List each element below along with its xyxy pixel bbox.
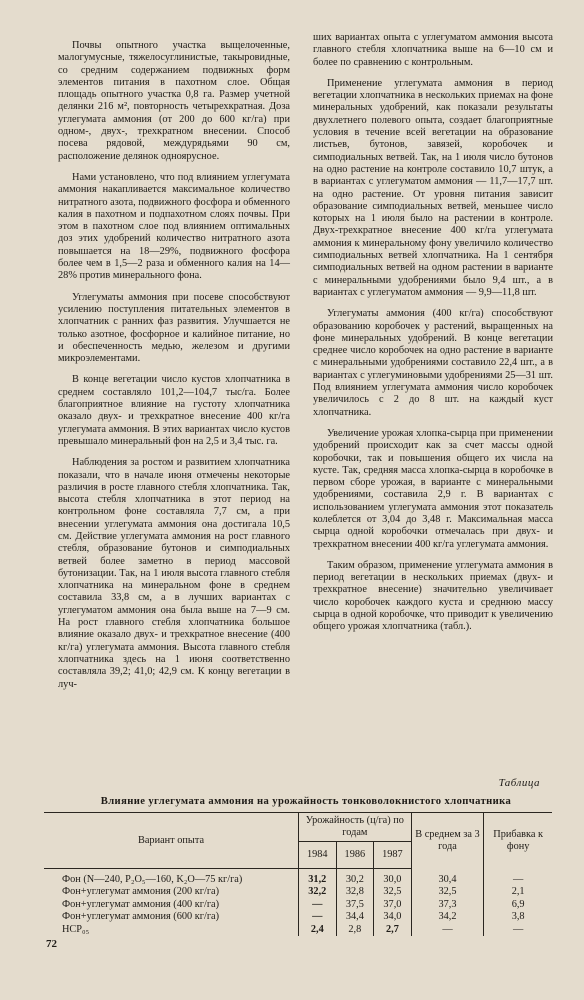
paragraph-soil: Почвы опытного участка выщелоченные, малогумусные, тяжелосуглинистые, такыровидные, со средним содержанием подвижных форм элементов питания в пахотном слое. Общая площадь опытного участка 0,8 га. Размер учетной делянки 216 м², повторность четырехкратная. Доза углегумата аммония (от 200 до 600 кг/га) при одном-, двух-, трехкратном внесении. Способ посева рядовой, междурядьями 90 см, расположение делянок одноярусное. bbox=[58, 40, 290, 162]
row-variant: НСР₀₅ bbox=[62, 923, 90, 935]
paragraph-growth: Наблюдения за ростом и развитием хлопчатника показали, что в начале июня отмечены некоторые различия в росте главного стебля хлопчатника. Так, высота стебля хлопчатника в этот период на контрольном фоне составляла 7,7 см, а при внесении углегумата аммония она достигала 10,5 см. Действие углегумата аммония на рост главного стебля, образование бутонов и симподиальных ветвей более заметно в период массовой бутонизации. Так, на 1 июля высота главного стебля хлопчатника на минеральном фоне в среднем составила 33,8 см, а в лучших вариантах с углегуматом аммония она была выше на 7—9 см. На рост главного стебля хлопчатника большое влияние оказало двух- и трехкратное внесение (400 кг/га) углегумата аммония. Высота главного стебля хлопчатника здесь на 1 июня соответственно составляла 39,2; 41,0; 42,9 см. К концу вегетации в луч- bbox=[58, 457, 290, 690]
left-text-column bbox=[58, 40, 290, 700]
cell-1986: 37,5 bbox=[336, 899, 374, 911]
cell-average: 37,3 bbox=[411, 899, 484, 911]
cell-increase: 6,9 bbox=[484, 899, 552, 911]
cell-average: 34,2 bbox=[411, 911, 484, 923]
row-variant: Фон+углегумат аммония (400 кг/га) bbox=[62, 898, 220, 910]
cell-increase: 2,1 bbox=[484, 886, 552, 898]
cell-1984: — bbox=[299, 911, 337, 923]
cell-increase: — bbox=[484, 924, 552, 936]
cell-1987: 30,0 bbox=[374, 869, 412, 887]
header-variant: Вариант опыта bbox=[44, 813, 299, 869]
cell-1984: 2,4 bbox=[299, 924, 337, 936]
header-increase: Прибавка к фону bbox=[484, 813, 552, 869]
cell-increase: 3,8 bbox=[484, 911, 552, 923]
cell-1987: 2,7 bbox=[374, 924, 412, 936]
paragraph-growth-continued: ших вариантах опыта с углегуматом аммония высота главного стебля хлопчатника выше на 6—10 см и более по сравнению с контрольным. bbox=[313, 32, 553, 68]
page-number: 72 bbox=[46, 938, 57, 950]
cell-1987: 34,0 bbox=[374, 911, 412, 923]
header-year-1987: 1987 bbox=[374, 842, 412, 869]
paragraph-bolls: Углегуматы аммония (400 кг/га) способствуют образованию коробочек у растений, выращенных на фоне минеральных удобрений. В конце вегетации среднее число коробочек на одно растение в варианте с минеральными удобрениями составило 22,4 шт., а в вариантах с углегуминовыми удобрениями 25—31 шт. Под влиянием углегумата аммония число коробочек увеличилось с 2 до 8 шт. на каждый куст хлопчатника. bbox=[313, 308, 553, 418]
cell-1986: 32,8 bbox=[336, 886, 374, 898]
header-year-1984: 1984 bbox=[299, 842, 337, 869]
paragraph-density: В конце вегетации число кустов хлопчатника в среднем составляло 101,2—104,7 тыс/га. Более благоприятное влияние на густоту хлопчатника оказало двух- и трехкратное внесение 400 кг/га углегумата аммония. В этих вариантах число кустов превышало минеральный фон на 2,5 и 3,4 тыс. га. bbox=[58, 374, 290, 447]
cell-1987: 37,0 bbox=[374, 899, 412, 911]
cell-increase: — bbox=[484, 869, 552, 887]
paragraph-nutrients: Нами установлено, что под влиянием углегумата аммония накапливается максимальное количество нитратного азота, подвижного фосфора и обменного калия в пахотном и подпахотном слоях почвы. При этом в пахотном слое под влиянием оптимальных доз этих удобрений количество нитратного азота повышается на 18—29%, подвижного фосфора более чем в 1,5—2 раза и обменного калия на 14—28% против минерального фона. bbox=[58, 171, 290, 282]
row-variant: Фон (N—240, P₂O₅—160, K₂O—75 кг/га) bbox=[62, 874, 243, 885]
paragraph-conclusion: Таким образом, применение углегумата аммония в период вегетации в нескольких приемах (двух- и трехкратное внесение) значительно увеличивает число коробочек каждого куста и среднюю массу сырца в одной коробочке, что приводит к увеличению общего урожая хлопчатника (табл.). bbox=[313, 559, 553, 633]
right-text-column bbox=[313, 32, 553, 643]
row-variant: Фон+углегумат аммония (600 кг/га) bbox=[62, 911, 220, 923]
table-row bbox=[44, 899, 552, 911]
table-row bbox=[44, 869, 552, 887]
cell-1984: — bbox=[299, 899, 337, 911]
table-label: Таблица bbox=[498, 777, 540, 789]
paragraph-buds: Применение углегумата аммония в период вегетации хлопчатника в нескольких приемах на фоне минеральных удобрений, как показали результаты двухлетнего полевого опыта, создает благоприятные условия в течение всей вегетации на образование листьев, бутонов, завязей, коробочек и симподиальных ветвей. Так, на 1 июля число бутонов на одно растение на контроле составило 10,7 штук, а в вариантах с углегуматом аммония — 11,7—17,7 шт. на одно растение. От уровня питания зависит образование симподиальных ветвей, меньшее число которых на 1 июля было на растении в контроле. Двух-трехкратное внесение 400 кг/га углегумата аммония к минеральному фону увеличило количество симподиальных ветвей хлопчатника. На 1 сентября симподиальных ветвей на одном растении в варианте с минеральными удобрениями было 9,4 шт., а в вариантах с углегуматом аммония — 9,9—11,8 шт. bbox=[313, 77, 553, 298]
table-row bbox=[44, 924, 552, 936]
table-row bbox=[44, 911, 552, 923]
cell-average: — bbox=[411, 924, 484, 936]
cell-1986: 34,4 bbox=[336, 911, 374, 923]
paragraph-uptake: Углегуматы аммония при посеве способствуют усилению поступления питательных элементов в хлопчатник с ранних фаз развития. Улучшается не только азотное, фосфорное и калийное питание, но и обеспеченность медью, железом и другими микроэлементами. bbox=[58, 291, 290, 365]
row-variant: Фон+углегумат аммония (200 кг/га) bbox=[62, 886, 220, 898]
header-yield: Урожайность (ц/га) по годам bbox=[299, 813, 412, 842]
cell-1987: 32,5 bbox=[374, 886, 412, 898]
table-title: Влияние углегумата аммония на урожайность тонковолокнистого хлопчатника bbox=[100, 796, 512, 807]
cell-1986: 30,2 bbox=[336, 869, 374, 887]
header-year-1986: 1986 bbox=[336, 842, 374, 869]
cell-1984: 32,2 bbox=[299, 886, 337, 898]
cell-average: 32,5 bbox=[411, 886, 484, 898]
paragraph-boll-mass: Увеличение урожая хлопка-сырца при применении удобрений происходит как за счет массы одной коробочки, так и повышения общего их числа на кусте. Так, средняя масса хлопка-сырца в коробочке в первом сборе урожая, в варианте с минеральными удобрениями, составила 2,9 г. В вариантах с использованием углегумата аммония этот показатель колеблется от 3,04 до 3,48 г. Максимальная масса сырца одной коробочки отмечалась при двух- и трехкратном внесении 400 кг/га углегумата аммония. bbox=[313, 427, 553, 550]
cell-1984: 31,2 bbox=[299, 869, 337, 887]
header-average: В среднем за 3 года bbox=[411, 813, 484, 869]
table-row bbox=[44, 886, 552, 898]
yield-table bbox=[44, 812, 552, 936]
cell-1986: 2,8 bbox=[336, 924, 374, 936]
cell-average: 30,4 bbox=[411, 869, 484, 887]
